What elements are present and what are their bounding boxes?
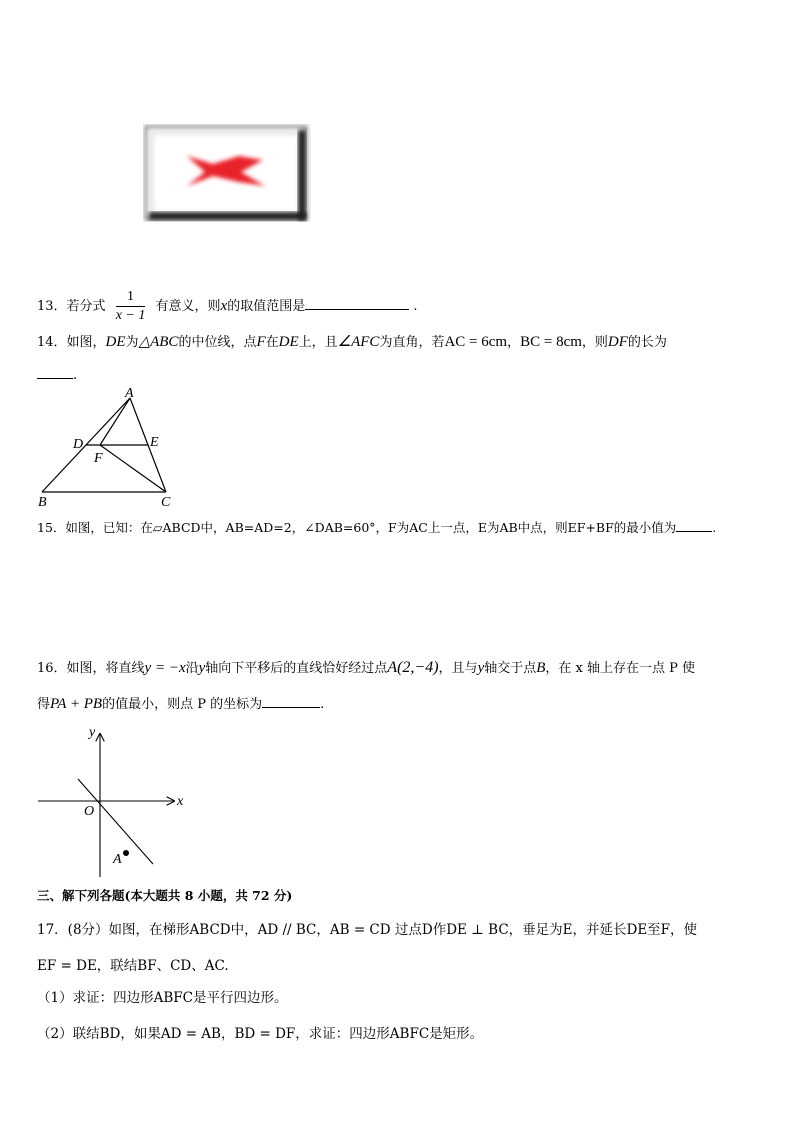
label-F: F xyxy=(94,451,103,466)
q13-fraction xyxy=(116,288,146,325)
q14-t1: 为 xyxy=(125,335,139,350)
question-14-line2 xyxy=(37,366,77,386)
q16-pa-pb: PA + PB xyxy=(50,696,103,712)
q14-t7: ，则 xyxy=(581,335,608,350)
line-AF xyxy=(100,398,130,445)
q16-end: . xyxy=(320,697,325,712)
question-17-line1: 17．(8分）如图，在梯形ABCD中，AD // BC，AB = CD 过点D作DE ⊥ BC，垂足为E，并延长DE至F，使 xyxy=(37,922,698,938)
label-B: B xyxy=(38,495,47,510)
q16-point: A(2,−4) xyxy=(387,659,439,676)
q16-t2: 轴向下平移后的直线恰好经过点 xyxy=(205,661,388,676)
q14-t5: 为直角，若 xyxy=(379,335,445,350)
q16-eq: y = −x xyxy=(144,660,186,676)
q16-t3: ，且与 xyxy=(438,661,478,676)
q16-line2-prefix: 得 xyxy=(37,697,51,712)
q14-df: DF xyxy=(607,334,628,350)
label-x: x xyxy=(177,794,184,809)
broken-image-icon xyxy=(143,124,311,222)
q16-y: y xyxy=(198,660,206,676)
question-17-part2: （2）联结BD，如果AD = AB，BD = DF，求证：四边形ABFC是矩形。 xyxy=(37,1026,484,1042)
line-FC xyxy=(100,445,166,492)
figure-16-coordinate xyxy=(36,722,186,880)
q13-answer-blank[interactable] xyxy=(305,297,409,310)
q14-answer-blank[interactable] xyxy=(37,366,73,379)
figure-14-triangle xyxy=(30,388,190,510)
label-A: A xyxy=(125,388,134,401)
q15-end: . xyxy=(712,520,717,535)
q14-afc: ∠AFC xyxy=(337,334,380,350)
q13-mid: 有意义，则 xyxy=(155,299,221,314)
q16-line2-mid: 的值最小，则点 P 的坐标为 xyxy=(102,697,263,712)
label-O: O xyxy=(84,804,95,819)
label-D: D xyxy=(73,437,84,452)
q14-t2: 的中位线，点 xyxy=(178,335,257,350)
question-16-line2 xyxy=(37,694,324,715)
q16-t5: ，在 x 轴上存在一点 P 使 xyxy=(545,661,696,676)
q14-end: . xyxy=(73,368,78,383)
label-A: A xyxy=(113,852,122,867)
question-17-line2: EF = DE，联结BF、CD、AC. xyxy=(37,958,229,974)
q15-text: 15．如图，已知：在▱ABCD中，AB=AD=2，∠DAB=60°，F为AC上一点，E为AB中点，则EF+BF的最小值为 xyxy=(37,520,677,535)
question-13 xyxy=(37,288,417,325)
q14-t8: 的长为 xyxy=(627,335,667,350)
point-A xyxy=(123,850,129,856)
q14-de: DE xyxy=(105,334,126,350)
q14-ac: AC = 6cm xyxy=(444,334,508,350)
q14-prefix: 14．如图， xyxy=(37,335,106,350)
broken-image-placeholder xyxy=(143,124,311,222)
q16-t4: 轴交于点 xyxy=(484,661,537,676)
q13-suffix: 的取值范围是 xyxy=(227,299,306,314)
q16-b: B xyxy=(536,660,546,676)
q14-bc: BC = 8cm xyxy=(520,334,582,350)
q14-abc: △ABC xyxy=(138,334,179,350)
q13-frac-num: 1 xyxy=(116,288,146,307)
q16-y2: y xyxy=(477,660,485,676)
q14-t6: ， xyxy=(507,335,521,350)
label-C: C xyxy=(161,495,171,510)
question-14 xyxy=(37,332,667,353)
q14-t4: 上，且 xyxy=(298,335,338,350)
q14-f: F xyxy=(256,334,266,350)
label-y: y xyxy=(89,725,96,740)
q16-answer-blank[interactable] xyxy=(262,695,320,708)
q13-var: x xyxy=(220,298,228,314)
q14-de2: DE xyxy=(278,334,299,350)
q13-frac-den: x − 1 xyxy=(115,308,146,323)
q16-prefix: 16．如图，将直线 xyxy=(37,661,145,676)
q16-t1: 沿 xyxy=(185,661,199,676)
label-E: E xyxy=(150,435,159,450)
q15-answer-blank[interactable] xyxy=(676,519,712,532)
question-15 xyxy=(37,518,716,538)
question-17-part1: （1）求证：四边形ABFC是平行四边形。 xyxy=(37,990,288,1006)
q14-t3: 在 xyxy=(265,335,279,350)
q13-end: . xyxy=(413,299,418,314)
section-3-heading: 三、解下列各题(本大题共 8 小题，共 72 分) xyxy=(37,888,293,903)
question-16 xyxy=(37,658,695,679)
q13-prefix: 13．若分式 xyxy=(37,299,106,314)
